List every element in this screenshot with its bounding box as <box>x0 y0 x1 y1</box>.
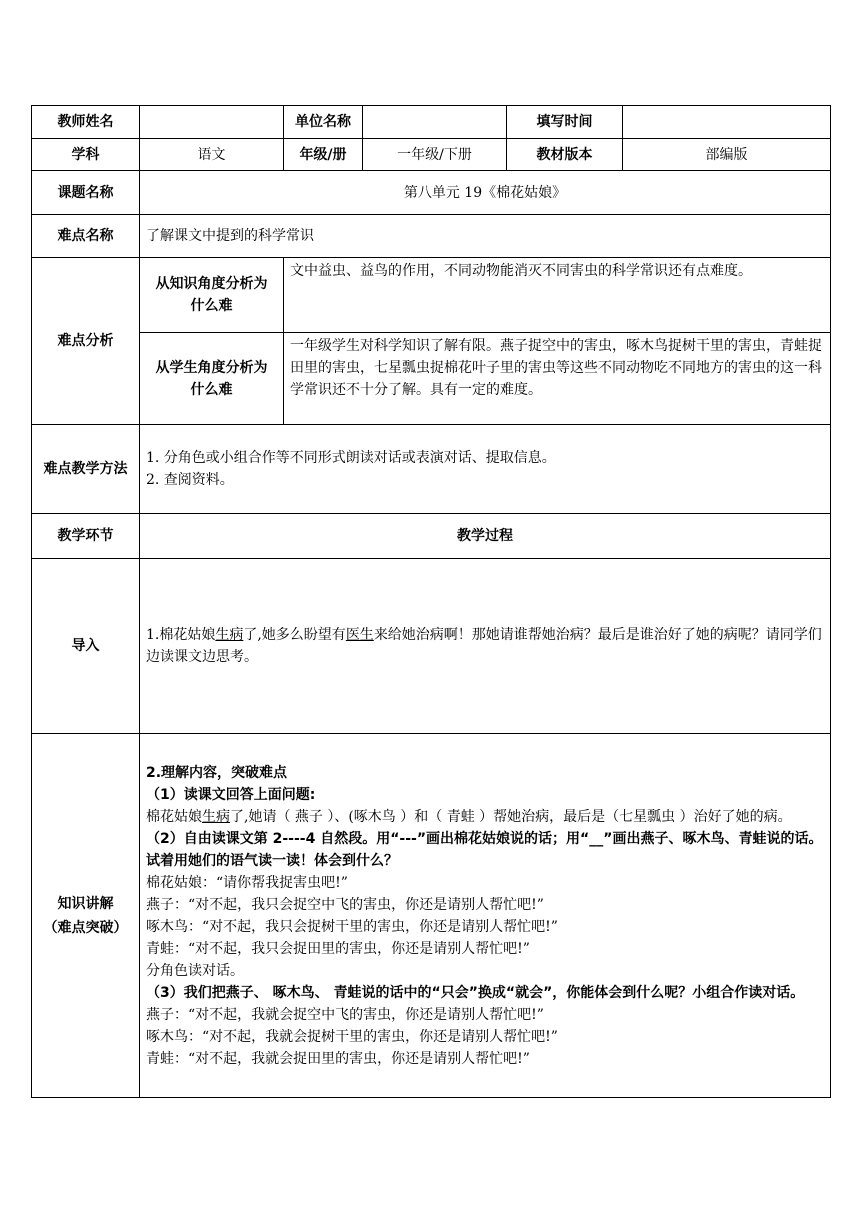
analysis-label: 难点分析 <box>32 258 140 425</box>
subject-value: 语文 <box>140 139 284 171</box>
dialogue-line: 啄木鸟：“对不起，我就会捉树干里的害虫，你还是请别人帮忙吧!” <box>146 1028 558 1045</box>
stage-header: 教学环节 <box>32 514 140 559</box>
dialogue-line: 青蛙：“对不起，我只会捉田里的害虫，你还是请别人帮忙吧!” <box>146 940 530 957</box>
teacher-value <box>140 106 284 139</box>
knowledge-label <box>32 734 140 1098</box>
student-angle-label: 从学生角度分析为什么难 <box>140 333 284 425</box>
knowledge-row <box>32 734 831 1098</box>
process-header-row <box>32 514 831 559</box>
intro-label: 导入 <box>32 559 140 734</box>
knowledge-title: 2.理解内容，突破难点 <box>146 764 288 781</box>
header-row-1 <box>32 106 831 139</box>
answer-1-underlined: 生病 <box>202 808 230 825</box>
teacher-label: 教师姓名 <box>32 106 140 139</box>
process-header: 教学过程 <box>140 514 831 559</box>
answer-1 <box>146 806 824 828</box>
dialogue-line: 燕子：“对不起，我就会捉空中飞的害虫，你还是请别人帮忙吧!” <box>146 1006 544 1023</box>
method-row <box>32 425 831 514</box>
question-2: （2）自由读课文第 2----4 自然段。用“---”画出棉花姑娘说的话；用“__”画出燕子、啄木鸟、青蛙说的话。试着用她们的语气读一读！体会到什么？ <box>146 830 823 869</box>
analysis-row-1 <box>32 258 831 333</box>
subject-label: 学科 <box>32 139 140 171</box>
grade-value: 一年级/下册 <box>363 139 507 171</box>
dialogue-line: 棉花姑娘：“请你帮我捉害虫吧!” <box>146 874 348 891</box>
header-row-2 <box>32 139 831 171</box>
knowledge-label-line2: （难点突破） <box>43 919 128 936</box>
dialogue-line: 啄木鸟：“对不起，我只会捉树干里的害虫，你还是请别人帮忙吧!” <box>146 918 558 935</box>
intro-row <box>32 559 831 734</box>
edition-label: 教材版本 <box>507 139 623 171</box>
unit-value <box>363 106 507 139</box>
dialogue-line: 分角色读对话。 <box>146 962 244 979</box>
intro-underlined-doctor: 医生 <box>345 627 374 643</box>
knowledge-label-line1: 知识讲解 <box>57 895 114 912</box>
difficulty-row <box>32 215 831 258</box>
intro-text <box>140 559 831 734</box>
answer-1-a: 棉花姑娘 <box>146 808 202 825</box>
student-angle-text: 一年级学生对科学知识了解有限。燕子捉空中的害虫，啄木鸟捉树干里的害虫，青蛙捉田里的害虫，七星瓢虫捉棉花叶子里的害虫等这些不同动物吃不同地方的害虫的这一科学常识还不十分了解。具有一定的难度。 <box>284 333 831 425</box>
intro-text-a: 1.棉花姑娘 <box>146 627 216 643</box>
knowledge-angle-label: 从知识角度分析为什么难 <box>140 258 284 333</box>
difficulty-value: 了解课文中提到的科学常识 <box>140 215 831 258</box>
question-1: （1）读课文回答上面问题: <box>146 786 316 803</box>
knowledge-content <box>140 734 831 1098</box>
intro-text-c: 来给她治病啊！那她请谁帮她治病？最后是谁治好了她的病呢？请同学们边读课文边思考。 <box>146 627 822 665</box>
method-item: 1. 分角色或小组合作等不同形式朗读对话或表演对话、提取信息。 <box>146 450 556 466</box>
dialogue-line: 青蛙：“对不起，我就会捉田里的害虫，你还是请别人帮忙吧!” <box>146 1050 530 1067</box>
answer-1-b: 了,她请（ 燕子 ）、(啄木鸟 ）和（ 青蛙 ）帮她治病，最后是（七星瓢虫 ）治好了她的病。 <box>230 808 792 825</box>
lesson-row <box>32 171 831 215</box>
intro-underlined-sick: 生病 <box>215 627 244 643</box>
time-label: 填写时间 <box>507 106 623 139</box>
difficulty-label: 难点名称 <box>32 215 140 258</box>
grade-label: 年级/册 <box>284 139 363 171</box>
unit-label: 单位名称 <box>284 106 363 139</box>
lesson-plan-table <box>31 105 831 1098</box>
dialogue-line: 燕子：“对不起，我只会捉空中飞的害虫，你还是请别人帮忙吧!” <box>146 896 544 913</box>
lesson-label: 课题名称 <box>32 171 140 215</box>
lesson-value: 第八单元 19《棉花姑娘》 <box>140 171 831 215</box>
intro-text-b: 了,她多么盼望有 <box>243 627 346 643</box>
analysis-row-2 <box>32 333 831 425</box>
knowledge-angle-text: 文中益虫、益鸟的作用，不同动物能消灭不同害虫的科学常识还有点难度。 <box>284 258 831 333</box>
question-3: （3）我们把燕子、 啄木鸟、 青蛙说的话中的“只会”换成“就会”，你能体会到什么呢？小组合作读对话。 <box>146 984 805 1001</box>
method-item: 2. 查阅资料。 <box>146 472 234 488</box>
method-text <box>140 425 831 514</box>
method-label: 难点教学方法 <box>32 425 140 514</box>
edition-value: 部编版 <box>623 139 831 171</box>
time-value <box>623 106 831 139</box>
